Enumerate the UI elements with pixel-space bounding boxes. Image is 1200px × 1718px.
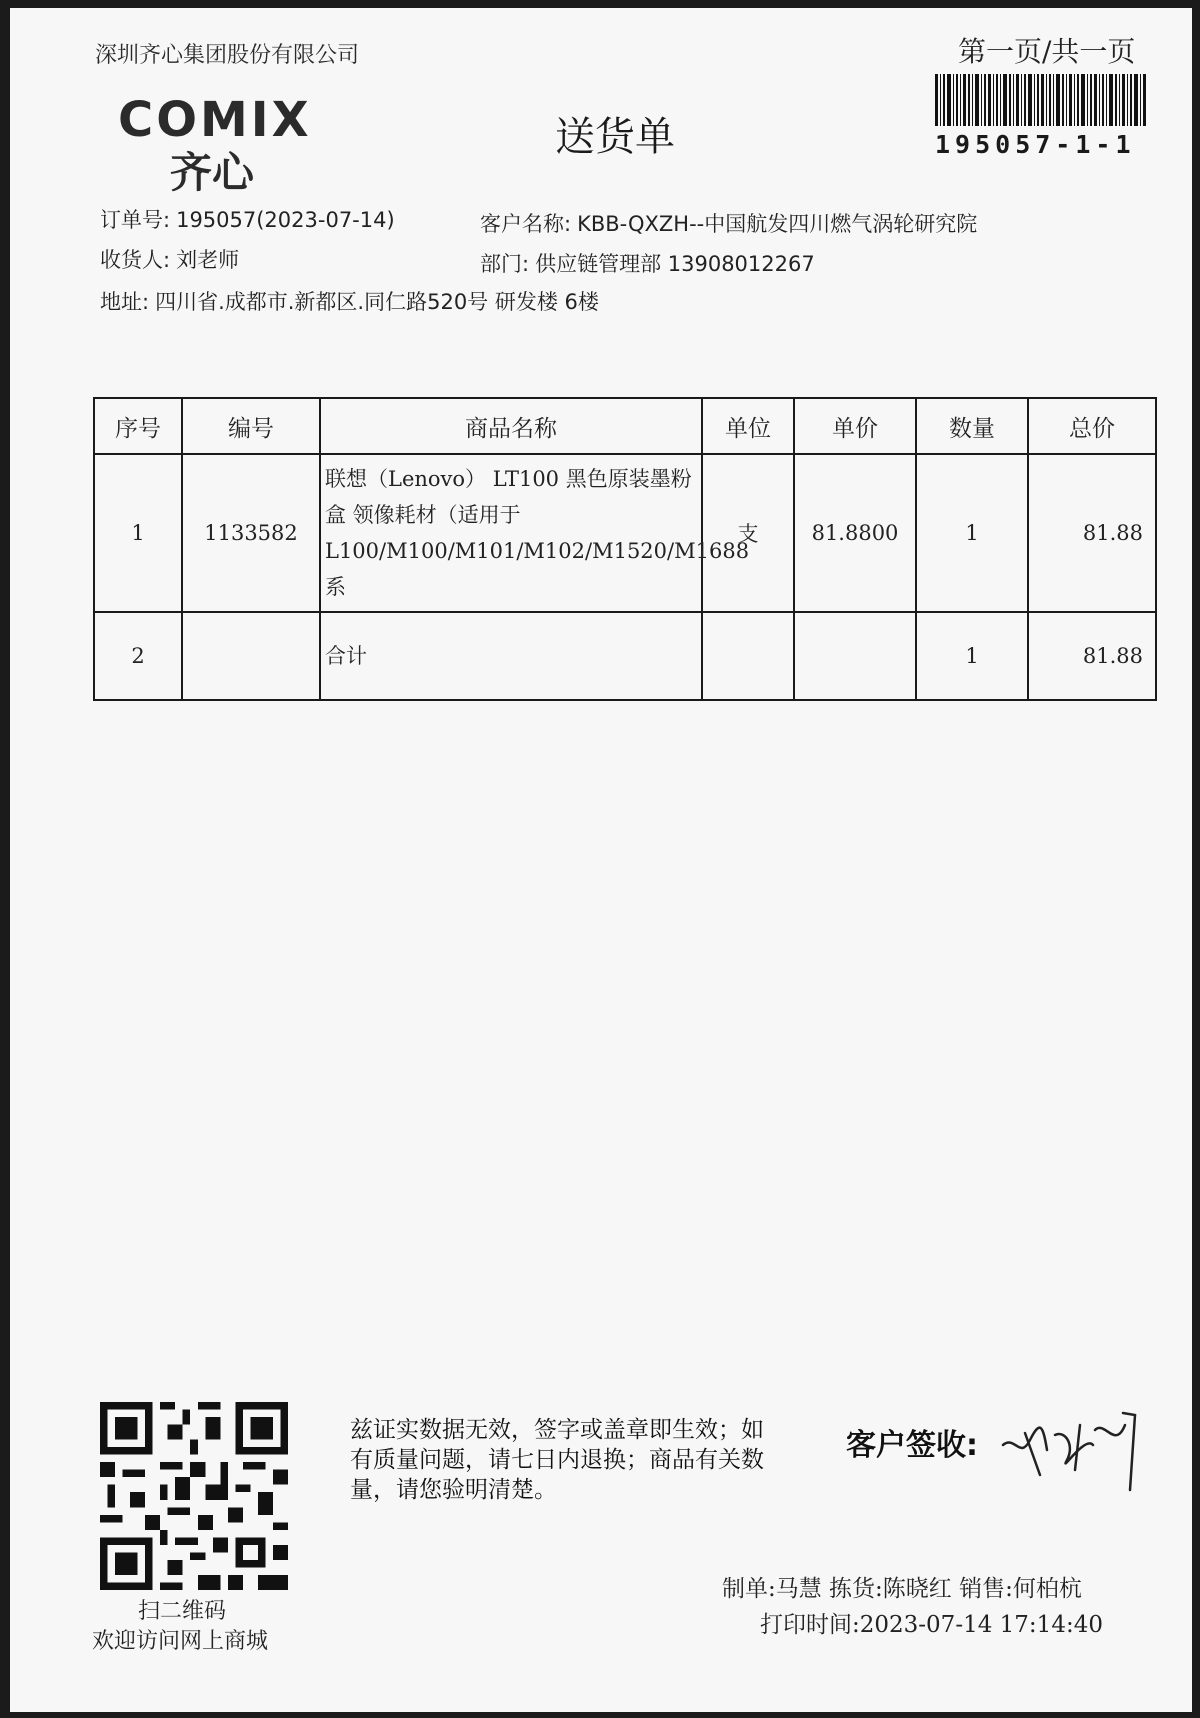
disclaimer-note: 兹证实数据无效，签字或盖章即生效；如有质量问题，请七日内退换；商品有关数量，请您验明清楚。 xyxy=(350,1417,764,1503)
customer-name-label: 客户名称: xyxy=(480,212,572,236)
cell-quantity: 1 xyxy=(916,454,1028,612)
signature-icon xyxy=(995,1405,1150,1500)
cell-quantity: 1 xyxy=(916,612,1028,700)
cell-total: 81.88 xyxy=(1028,612,1156,700)
document-title: 送货单 xyxy=(555,114,675,160)
order-number-value: 195057(2023-07-14) xyxy=(176,208,395,232)
header-unit: 单位 xyxy=(702,398,794,454)
customer-name xyxy=(480,208,977,238)
header-product-name: 商品名称 xyxy=(320,398,702,454)
company-name: 深圳齐心集团股份有限公司 xyxy=(95,43,360,68)
items-table xyxy=(93,397,1157,701)
table-row xyxy=(94,454,1156,612)
address-value: 四川省.成都市.新都区.同仁路520号 研发楼 6楼 xyxy=(155,290,599,314)
comix-logo-text: COMIX xyxy=(118,92,312,148)
cell-unit-price xyxy=(794,612,916,700)
department-label: 部门: xyxy=(480,252,530,276)
table-header-row xyxy=(94,398,1156,454)
order-number-label: 订单号: xyxy=(100,208,171,232)
cell-unit-price: 81.8800 xyxy=(794,454,916,612)
page-info: 第一页/共一页 xyxy=(958,35,1136,68)
cell-product-name: 合计 xyxy=(320,612,702,700)
print-time: 打印时间:2023-07-14 17:14:40 xyxy=(760,1612,1103,1638)
header-unit-price: 单价 xyxy=(794,398,916,454)
qixin-logo-text: 齐心 xyxy=(170,148,255,197)
address-label: 地址: xyxy=(100,290,150,314)
cell-seq: 2 xyxy=(94,612,182,700)
header-code: 编号 xyxy=(182,398,320,454)
qr-code-icon xyxy=(100,1402,288,1590)
customer-sign-label: 客户签收: xyxy=(846,1428,978,1463)
cell-unit: 支 xyxy=(702,454,794,612)
receiver-label: 收货人: xyxy=(100,248,171,272)
staff-info: 制单:马慧 拣货:陈晓红 销售:何柏杭 xyxy=(722,1576,1082,1602)
cell-seq: 1 xyxy=(94,454,182,612)
receiver-value: 刘老师 xyxy=(176,248,240,272)
cell-code: 1133582 xyxy=(182,454,320,612)
address xyxy=(100,286,599,316)
header-total: 总价 xyxy=(1028,398,1156,454)
department xyxy=(480,248,815,278)
qr-caption-shop: 欢迎访问网上商城 xyxy=(92,1629,269,1654)
header-quantity: 数量 xyxy=(916,398,1028,454)
customer-name-value: KBB-QXZH--中国航发四川燃气涡轮研究院 xyxy=(577,212,978,236)
cell-code xyxy=(182,612,320,700)
cell-product-name: 联想（Lenovo） LT100 黑色原装墨粉盒 领像耗材（适用于L100/M100/M101/M102/M1520/M1688系 xyxy=(320,454,702,612)
department-value: 供应链管理部 13908012267 xyxy=(535,252,815,276)
cell-unit xyxy=(702,612,794,700)
barcode-icon xyxy=(935,74,1147,126)
qr-caption-scan: 扫二维码 xyxy=(138,1599,227,1624)
table-row xyxy=(94,612,1156,700)
cell-total: 81.88 xyxy=(1028,454,1156,612)
order-number xyxy=(100,204,395,234)
receiver xyxy=(100,244,239,274)
header-seq: 序号 xyxy=(94,398,182,454)
barcode-number: 195057-1-1 xyxy=(935,130,1136,159)
